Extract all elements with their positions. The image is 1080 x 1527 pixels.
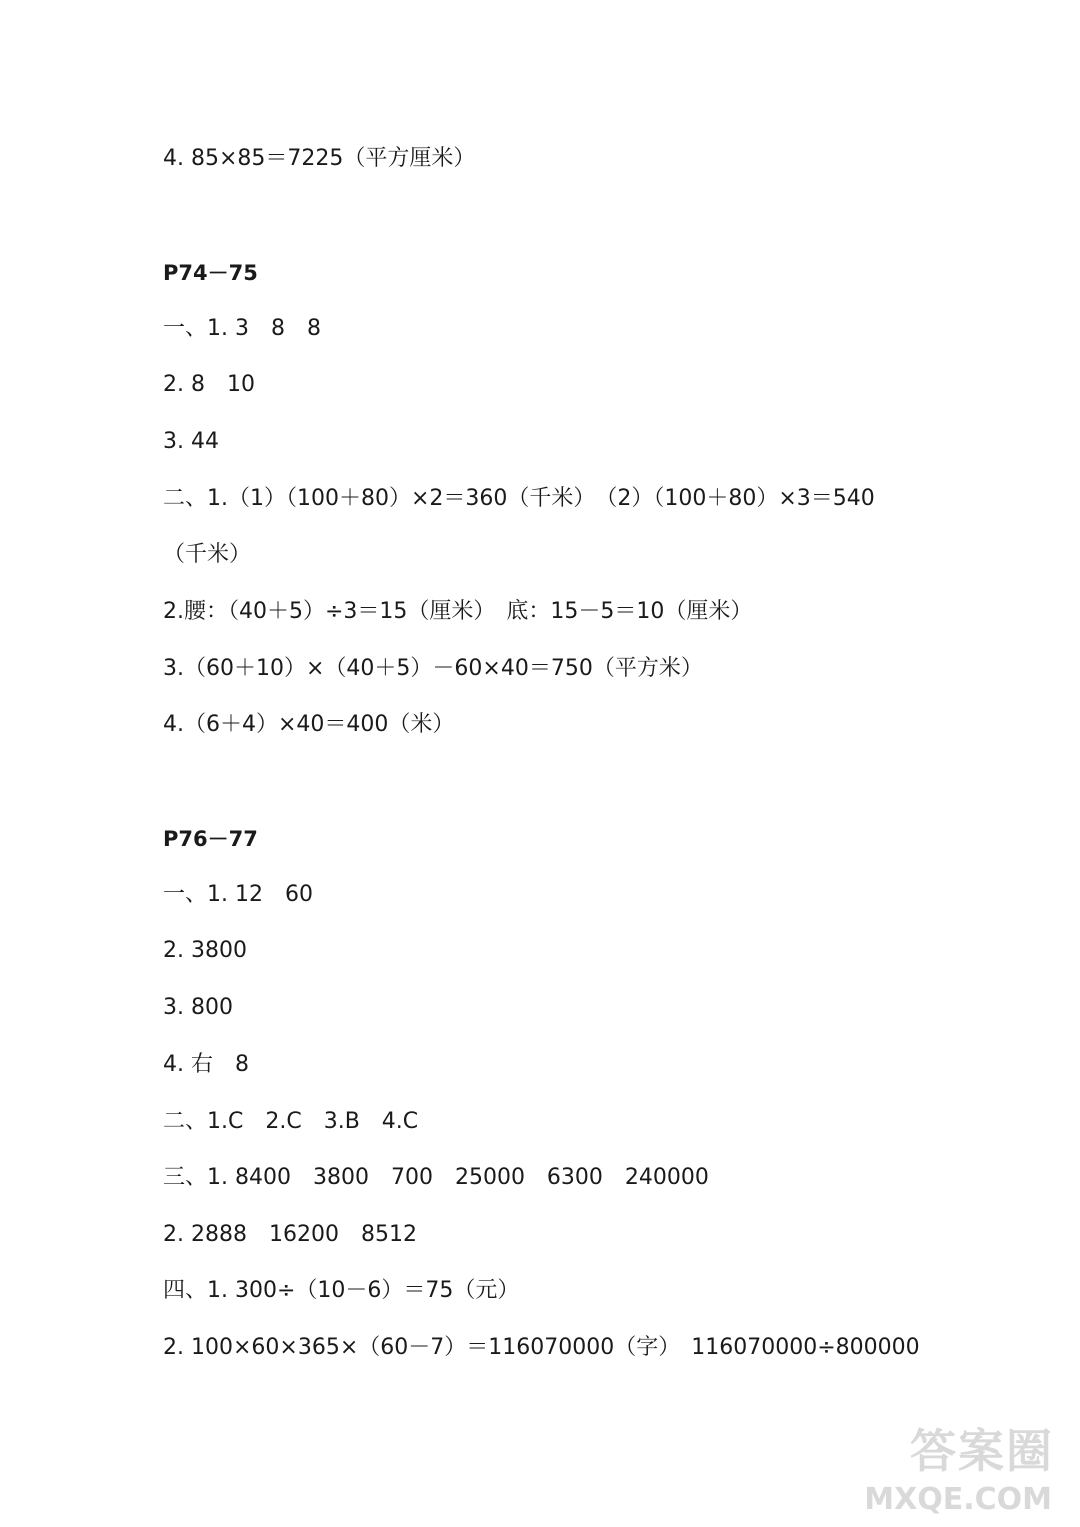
answer-line: 2. 100×60×365×（60－7）＝116070000（字） 116070000÷800000 — [163, 1335, 920, 1360]
answer-line: 3.（60＋10）×（40＋5）－60×40＝750（平方米） — [163, 656, 703, 681]
answer-line: 2. 3800 — [163, 938, 247, 963]
answer-line: 2. 8 10 — [163, 372, 255, 397]
watermark-logo-text: 答案圈 — [910, 1424, 1054, 1478]
answer-line: 三、1. 8400 3800 700 25000 6300 240000 — [163, 1165, 709, 1190]
answer-line: 4. 85×85＝7225（平方厘米） — [163, 146, 476, 171]
answer-line: 3. 800 — [163, 995, 233, 1020]
section-heading: P76－77 — [163, 827, 258, 851]
answer-line: 二、1.（1）（100＋80）×2＝360（千米） （2）（100＋80）×3＝540 — [163, 486, 875, 511]
answer-line: 4. 右 8 — [163, 1052, 249, 1077]
watermark — [864, 1411, 1062, 1521]
answer-line: 一、1. 3 8 8 — [163, 316, 321, 341]
answer-line: 二、1.C 2.C 3.B 4.C — [163, 1109, 419, 1134]
answer-line: （千米） — [163, 542, 252, 567]
answer-line: 3. 44 — [163, 429, 219, 454]
section-heading: P74－75 — [163, 261, 258, 285]
answer-line: 2.腰：（40＋5）÷3＝15（厘米） 底：15－5＝10（厘米） — [163, 599, 753, 624]
watermark-url: MXQE.COM — [864, 1482, 1052, 1517]
answer-line: 一、1. 12 60 — [163, 882, 313, 907]
answer-line: 4.（6＋4）×40＝400（米） — [163, 712, 455, 737]
answer-line: 四、1. 300÷（10－6）＝75（元） — [163, 1278, 520, 1303]
answer-line: 2. 2888 16200 8512 — [163, 1222, 417, 1247]
